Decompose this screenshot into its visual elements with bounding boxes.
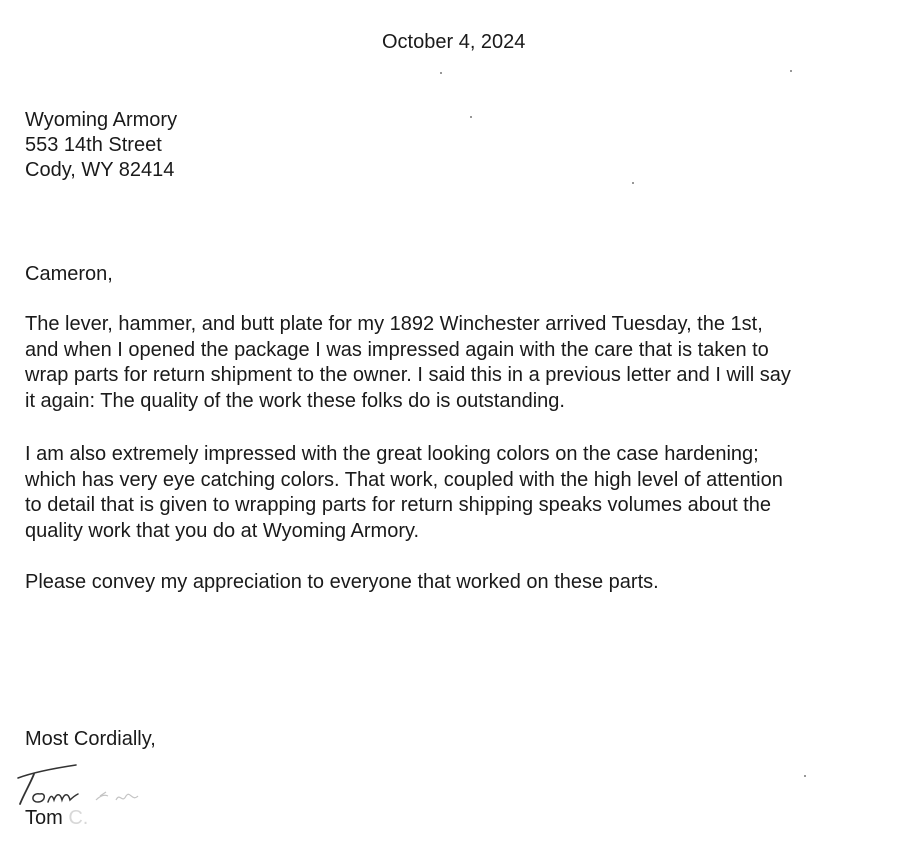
signer-last-initial: C. — [68, 807, 89, 829]
scan-speck — [790, 70, 792, 72]
scan-speck — [804, 775, 806, 777]
recipient-address — [25, 108, 177, 183]
paragraph-line: quality work that you do at Wyoming Armory. — [25, 519, 420, 542]
paragraph-line: and when I opened the package I was impressed again with the care that is taken to — [25, 338, 769, 361]
recipient-city: Cody, WY 82414 — [25, 159, 175, 181]
paragraph-line: to detail that is given to wrapping parts for return shipping speaks volumes about the — [25, 494, 771, 516]
greeting: Cameron, — [25, 263, 113, 285]
paragraph-1 — [25, 312, 791, 414]
paragraph-line: wrap parts for return shipment to the owner. I said this in a previous letter and I will say — [25, 364, 791, 386]
scan-speck — [632, 182, 634, 184]
paragraph-line: it again: The quality of the work these folks do is outstanding. — [25, 389, 565, 412]
scan-speck — [470, 116, 472, 118]
closing: Most Cordially, — [25, 728, 156, 750]
paragraph-line: The lever, hammer, and butt plate for my 1892 Winchester arrived Tuesday, the 1st, — [25, 313, 763, 335]
scan-speck — [440, 72, 442, 74]
paragraph-3 — [25, 570, 659, 596]
paragraph-2 — [25, 442, 783, 544]
letter-date: October 4, 2024 — [382, 31, 526, 53]
paragraph-line: which has very eye catching colors. That work, coupled with the high level of attention — [25, 468, 783, 491]
signer-name — [25, 806, 88, 830]
recipient-name: Wyoming Armory — [25, 109, 178, 131]
signer-first-name: Tom — [25, 807, 63, 829]
paragraph-line: I am also extremely impressed with the great looking colors on the case hardening; — [25, 443, 759, 465]
recipient-street: 553 14th Street — [25, 134, 162, 156]
paragraph-line: Please convey my appreciation to everyone that worked on these parts. — [25, 571, 659, 593]
